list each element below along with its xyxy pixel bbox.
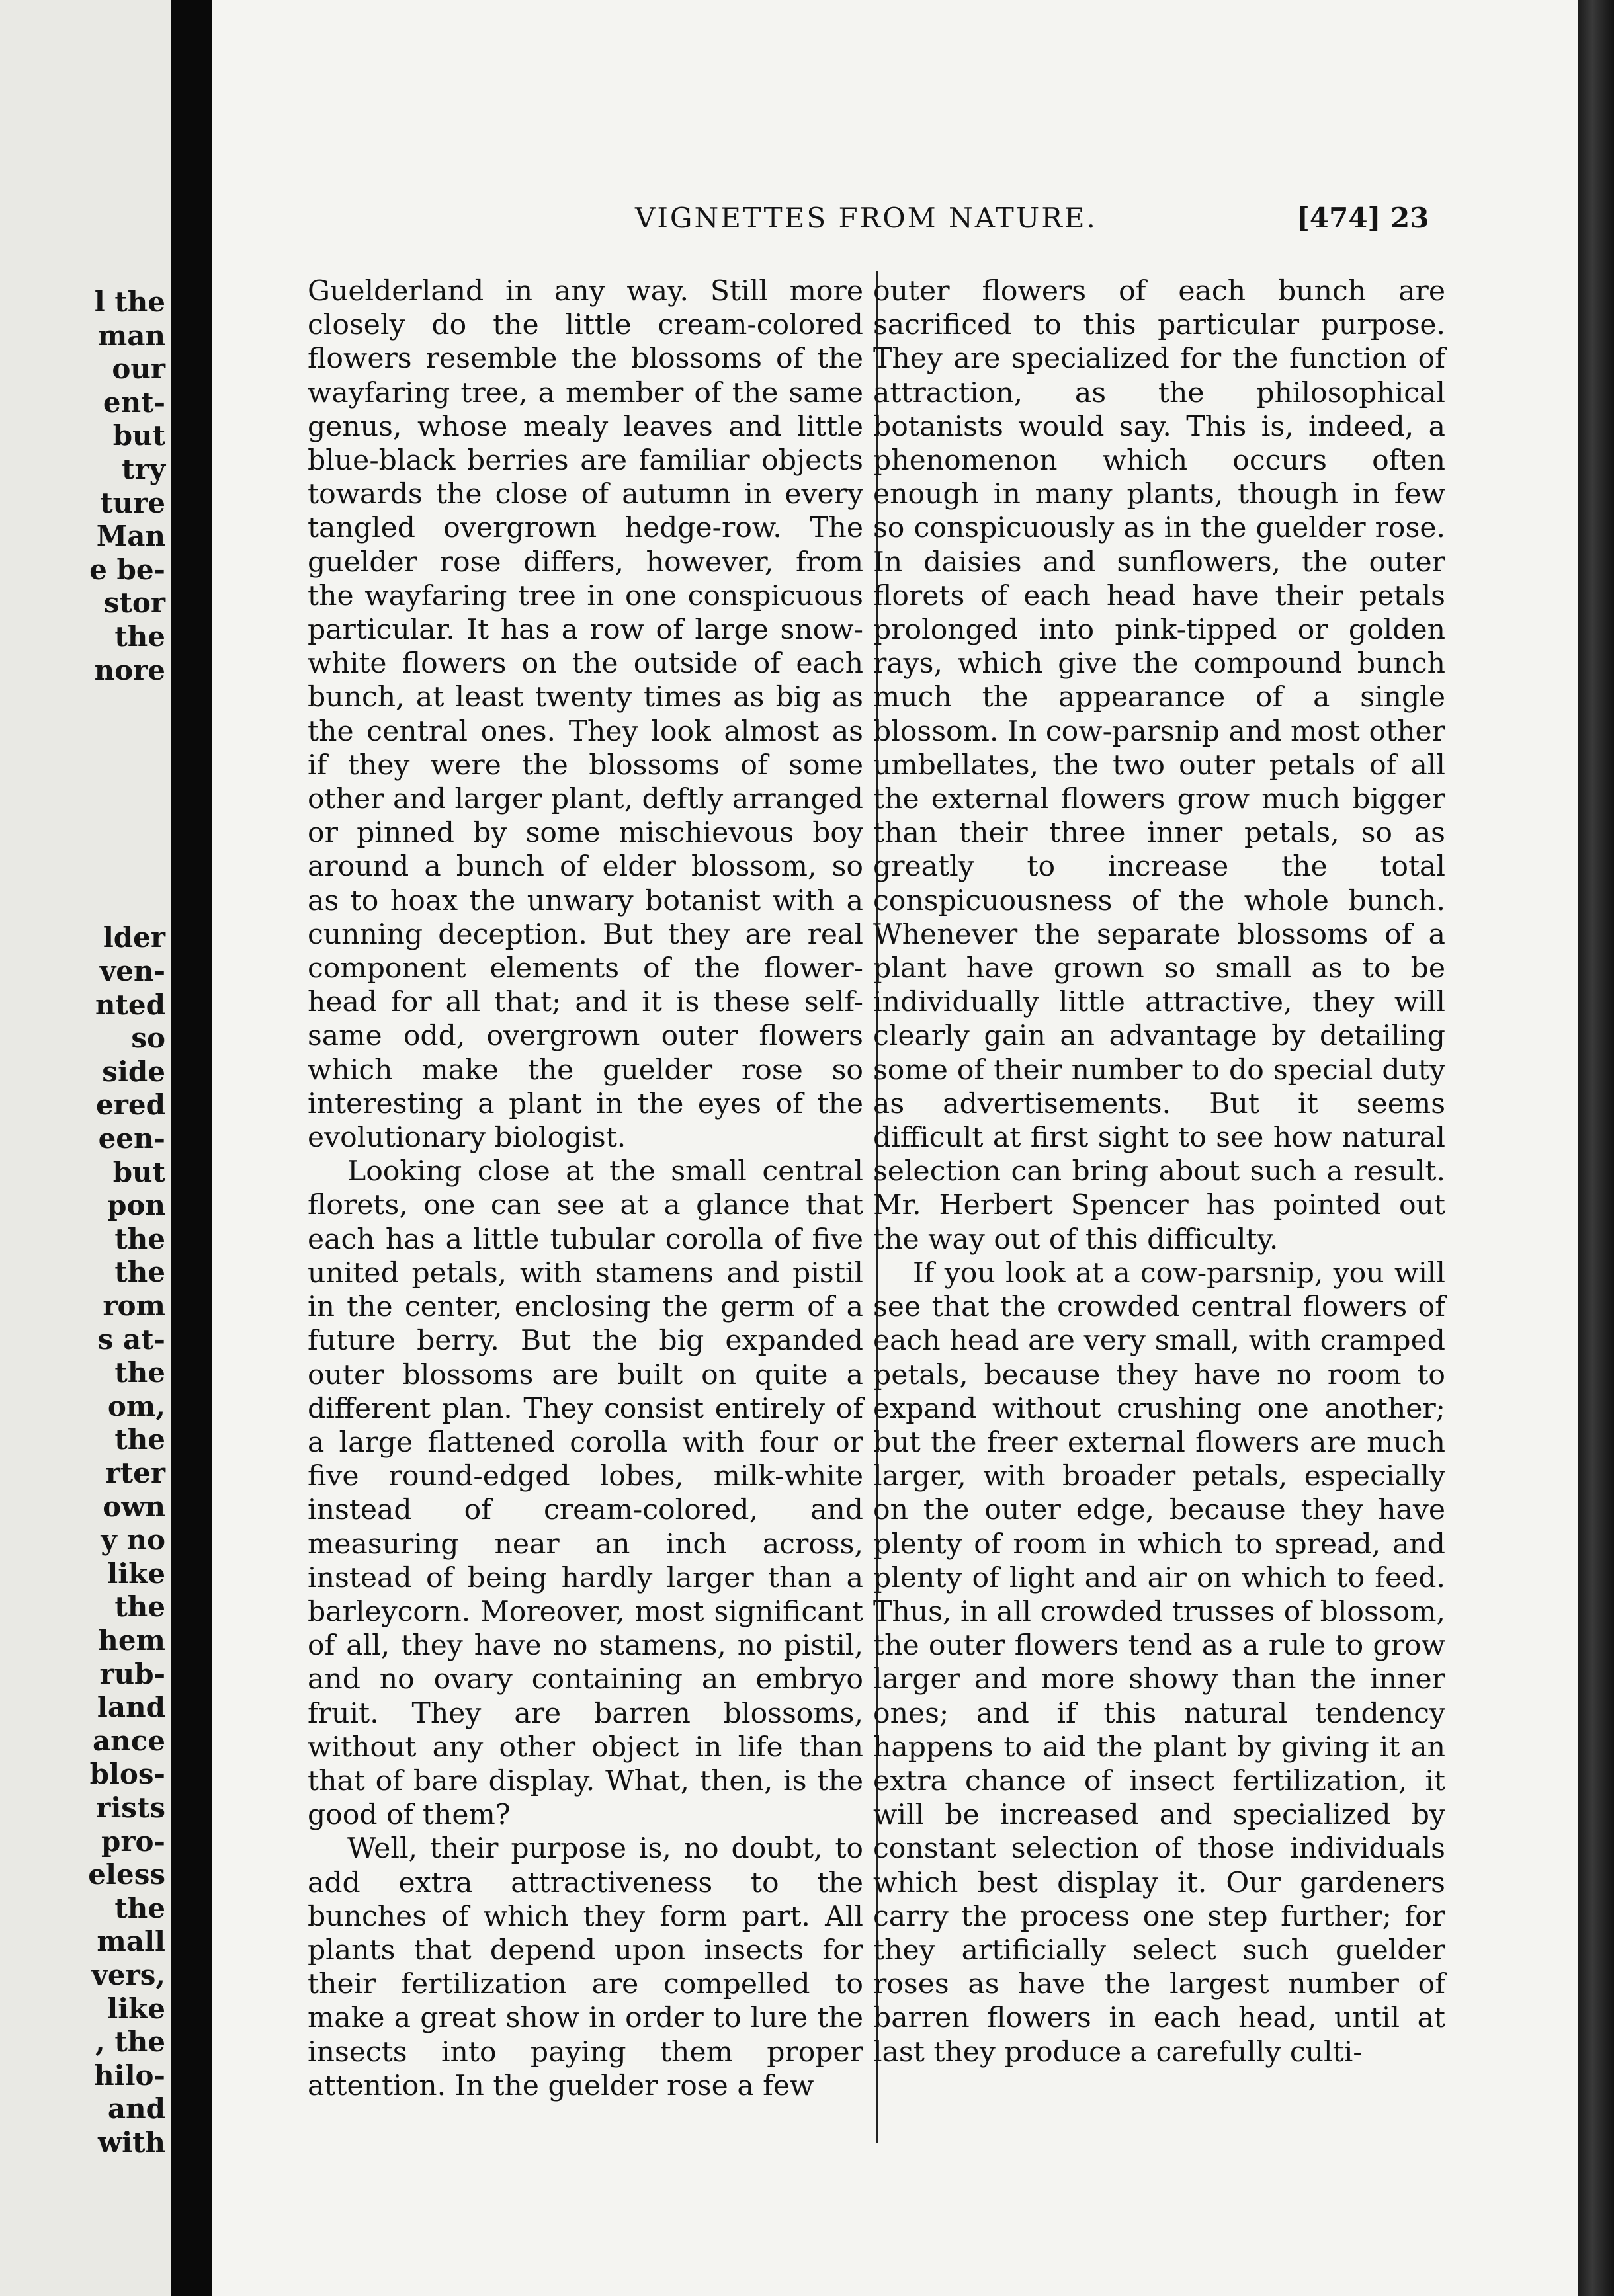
facing-page-line: vers, bbox=[91, 1959, 165, 1991]
facing-page-line: ance bbox=[92, 1724, 165, 1757]
page-number: [474] 23 bbox=[1296, 202, 1429, 234]
facing-page-line: the bbox=[114, 1590, 165, 1623]
facing-page-line: e be- bbox=[89, 553, 165, 586]
facing-page-line: mall bbox=[97, 1925, 165, 1958]
facing-page-line: but bbox=[112, 419, 165, 452]
running-title: VIGNETTES FROM NATURE. bbox=[635, 202, 1097, 234]
facing-page-line: the bbox=[114, 620, 165, 653]
facing-page-line: land bbox=[97, 1691, 165, 1724]
facing-page-line: rter bbox=[105, 1457, 165, 1489]
facing-page-line: rub- bbox=[99, 1657, 165, 1690]
facing-page-line: and bbox=[107, 2092, 165, 2125]
page-header bbox=[212, 202, 1578, 241]
facing-page-line: nted bbox=[95, 988, 165, 1021]
facing-page-line: our bbox=[112, 352, 165, 386]
paragraph: If you look at a cow-parsnip, you will see that the crowded central flowers of each head are very small, with cramped petals, because they have no room to expand without crushing one another; but the freer external flowers are much larger, with broader petals, especially on the outer edge, because they have plenty of room in which to spread, and plenty of light and air on which to feed. Thus, in all crowded trusses of blossom, the outer flowers tend as a rule to grow larger and more showy than the inner ones; and if this natural tendency happens to aid the plant by giving it an extra chance of insect fertilization, it will be increased and specialized by constant selection of those individuals which best display it. Our gardeners carry the process one step further; for they artificially select such guelder roses as have the largest number of barren flowers in each head, until at last they produce a carefully culti- bbox=[873, 1256, 1445, 2069]
facing-page-line: the bbox=[114, 1256, 165, 1289]
book-page bbox=[212, 0, 1578, 2296]
facing-page-line: ered bbox=[96, 1088, 165, 1122]
facing-page-line: pon bbox=[107, 1189, 165, 1222]
binding-gutter bbox=[171, 0, 212, 2296]
facing-page-line: l the bbox=[94, 286, 165, 318]
text-column-right bbox=[873, 274, 1445, 2069]
facing-page-sliver bbox=[0, 0, 171, 2296]
facing-page-line: een- bbox=[98, 1122, 165, 1155]
facing-page-line: the bbox=[114, 1356, 165, 1389]
paragraph: outer flowers of each bunch are sacrificed to this particular purpose. They are specialized for the function of attraction, as the philosophical botanists would say. This is, indeed, a phenomenon which occurs often enough in many plants, though in few so conspicuously as in the guelder rose. In daisies and sunflowers, the outer florets of each head have their petals prolonged into pink-tipped or golden rays, which give the compound bunch much the appearance of a single blossom. In cow-parsnip and most other umbellates, the two outer petals of all the external flowers grow much bigger than their three inner petals, so as greatly to increase the total conspicuousness of the whole bunch. Whenever the separate blossoms of a plant have grown so small as to be individually little attractive, they will clearly gain an advantage by detailing some of their number to do special duty as advertisements. But it seems difficult at first sight to see how natural selection can bring about such a result. Mr. Herbert Spencer has pointed out the way out of this difficulty. bbox=[873, 275, 1445, 1256]
facing-page-line: like bbox=[107, 1557, 165, 1590]
facing-page-line: own bbox=[103, 1490, 165, 1523]
text-column-left bbox=[308, 274, 863, 2103]
facing-page-line: om, bbox=[107, 1389, 165, 1422]
facing-page-line: hilo- bbox=[94, 2059, 165, 2092]
facing-page-line: so bbox=[131, 1022, 165, 1055]
facing-page-line: man bbox=[97, 319, 165, 352]
facing-page-line: stor bbox=[103, 587, 165, 620]
facing-page-line: y no bbox=[101, 1524, 165, 1557]
facing-page-line: ent- bbox=[103, 386, 165, 419]
facing-page-line: the bbox=[114, 1891, 165, 1924]
facing-page-line: pro- bbox=[101, 1824, 165, 1858]
page-edge-shadow bbox=[1578, 0, 1614, 2296]
paragraph: Well, their purpose is, no doubt, to add extra attractiveness to the bunches of which they form part. All plants that depend upon insects for their fertilization are compelled to make a great show in order to lure the insects into paying them proper attention. In the guelder rose a few bbox=[308, 1832, 863, 2102]
facing-page-line: try bbox=[122, 453, 165, 485]
facing-page-line: hem bbox=[98, 1624, 165, 1657]
facing-page-line: ture bbox=[100, 486, 165, 519]
facing-page-line: blos- bbox=[89, 1758, 165, 1791]
facing-page-line: the bbox=[114, 1222, 165, 1255]
facing-page-line: like bbox=[107, 1992, 165, 2025]
paragraph: Looking close at the small central florets, one can see at a glance that each has a little tubular corolla of five united petals, with stamens and pistil in the center, enclosing the germ of a future berry. But the big expanded outer blossoms are built on quite a different plan. They consist entirely of a large flattened corolla with four or five round-edged lobes, milk-white instead of cream-colored, and measuring near an inch across, instead of being hardly larger than a barleycorn. Moreover, most significant of all, they have no stamens, no pistil, and no ovary containing an embryo fruit. They are barren blossoms, without any other object in life than that of bare display. What, then, is the good of them? bbox=[308, 1155, 863, 1832]
facing-page-line: nore bbox=[94, 653, 165, 686]
facing-page-line: ven- bbox=[99, 955, 165, 987]
facing-page-line: with bbox=[97, 2126, 165, 2158]
facing-page-line: s at- bbox=[97, 1323, 165, 1356]
facing-page-line: rom bbox=[103, 1290, 165, 1322]
facing-page-line: side bbox=[102, 1055, 165, 1088]
facing-page-line: eless bbox=[88, 1858, 165, 1891]
facing-page-line: the bbox=[114, 1423, 165, 1456]
facing-page-line: Man bbox=[96, 520, 165, 553]
facing-page-line: rists bbox=[96, 1791, 165, 1824]
paragraph: Guelderland in any way. Still more closely do the little cream-colored flowers resemble the blossoms of the wayfaring tree, a member of the same genus, whose mealy leaves and little blue-black berries are familiar objects towards the close of autumn in every tangled overgrown hedge-row. The guelder rose differs, however, from the wayfaring tree in one conspicuous particular. It has a row of large snow-white flowers on the outside of each bunch, at least twenty times as big as the central ones. They look almost as if they were the blossoms of some other and larger plant, deftly arranged or pinned by some mischievous boy around a bunch of elder blossom, so as to hoax the unwary botanist with a cunning deception. But they are real component elements of the flower-head for all that; and it is these self-same odd, overgrown outer flowers which make the guelder rose so interesting a plant in the eyes of the evolutionary biologist. bbox=[308, 275, 863, 1155]
facing-page-line: , the bbox=[95, 2026, 165, 2059]
facing-page-line: but bbox=[112, 1155, 165, 1188]
facing-page-line: lder bbox=[103, 921, 165, 954]
